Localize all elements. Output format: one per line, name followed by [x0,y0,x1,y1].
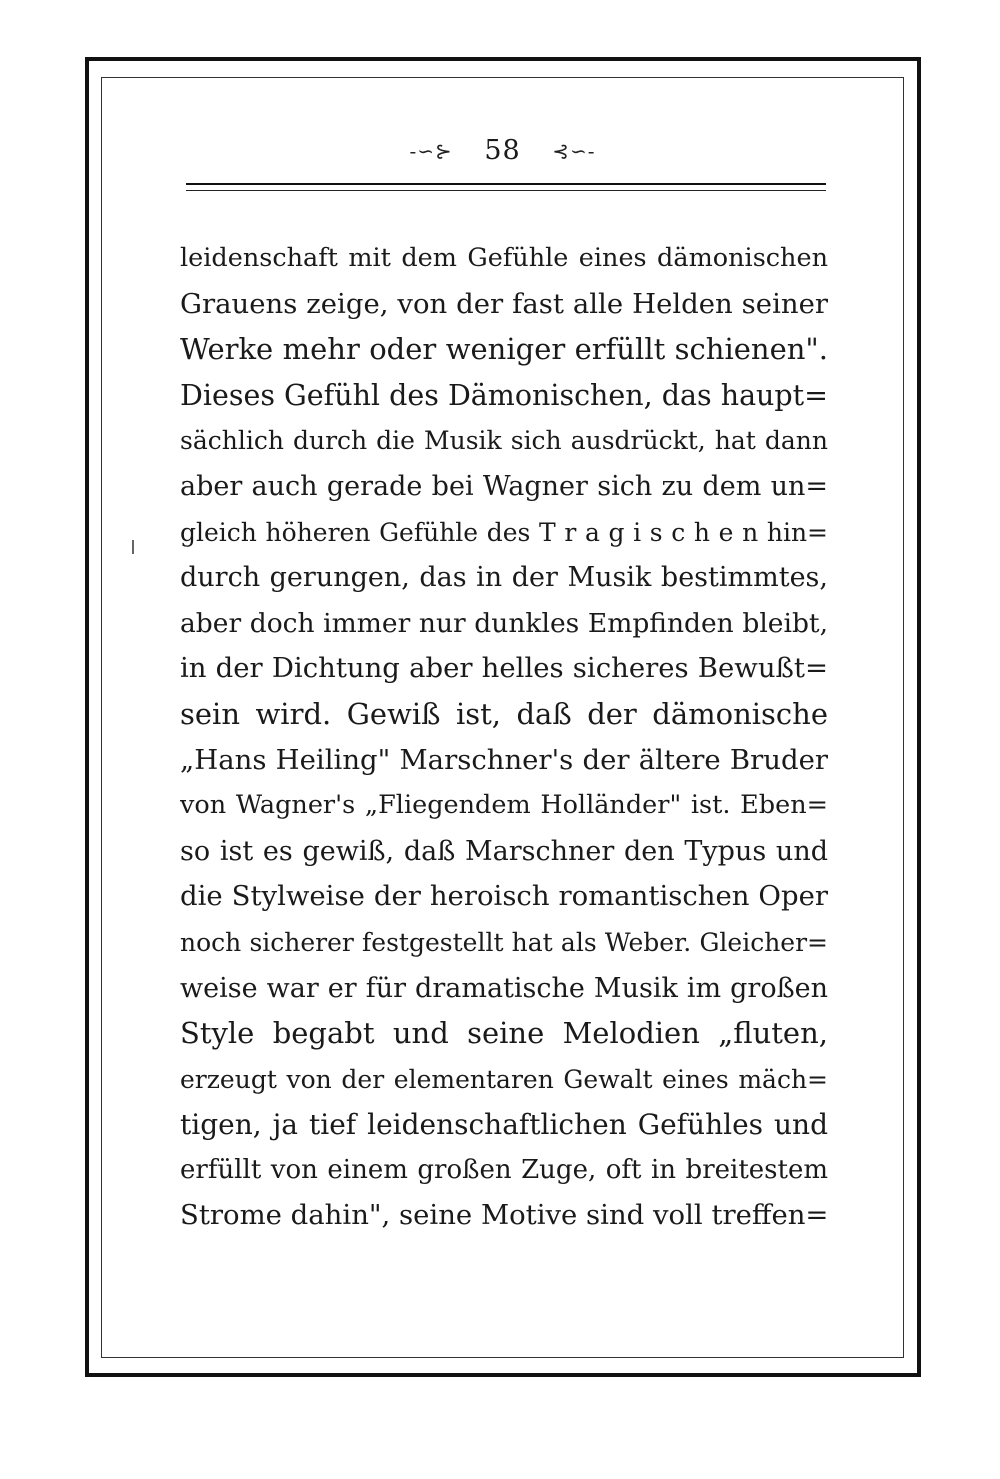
text-line: Werke mehr oder weniger erfüllt schienen". [180,332,828,367]
ornament-right-icon: ⊰∽- [552,138,596,163]
text-line: sein wird. Gewiß ist, daß der dämonische [180,696,828,731]
text-line: leidenschaft mit dem Gefühle eines dämonischen [180,243,828,273]
text-line: in der Dichtung aber helles sicheres Bewußt= [180,652,828,685]
text-line: erzeugt von der elementaren Gewalt eines mäch= [180,1064,828,1094]
text-line: die Stylweise der heroisch romantischen Oper [180,880,828,913]
text-line: durch gerungen, das in der Musik bestimmtes, [180,562,828,594]
text-line: so ist es gewiß, daß Marschner den Typus und [180,835,828,867]
text-line: „Hans Heiling" Marschner's der ältere Bruder [180,743,828,776]
text-line: erfüllt von einem großen Zuge, oft in breitestem [180,1154,828,1185]
text-line: weise war er für dramatische Musik im großen [180,972,828,1004]
header-rule [186,183,826,191]
page-number: 58 [484,134,521,166]
text-line: Style begabt und seine Melodien „fluten, [180,1016,828,1051]
text-line: aber doch immer nur dunkles Empfinden bleibt, [180,607,828,639]
text-line: sächlich durch die Musik sich ausdrückt, hat dann [180,426,828,456]
ornament-left-icon: -∽⊱ [409,138,453,163]
page-header [101,128,904,172]
text-line: tigen, ja tief leidenschaftlichen Gefühles und [180,1108,828,1142]
text-line: gleich höheren Gefühle des T r a g i s c h e n hin= [180,517,828,547]
text-line: von Wagner's „Fliegendem Holländer" ist. Eben= [180,790,828,821]
print-speck [132,540,134,554]
body-text [180,236,828,1239]
text-line: Dieses Gefühl des Dämonischen, das haupt= [180,378,828,412]
text-line: Grauens zeige, von der fast alle Helden seiner [180,287,828,320]
text-line: noch sicherer festgestellt hat als Weber. Gleicher= [180,927,828,957]
text-line: Strome dahin", seine Motive sind voll treffen= [180,1199,828,1232]
text-line: aber auch gerade bei Wagner sich zu dem un= [180,470,828,502]
